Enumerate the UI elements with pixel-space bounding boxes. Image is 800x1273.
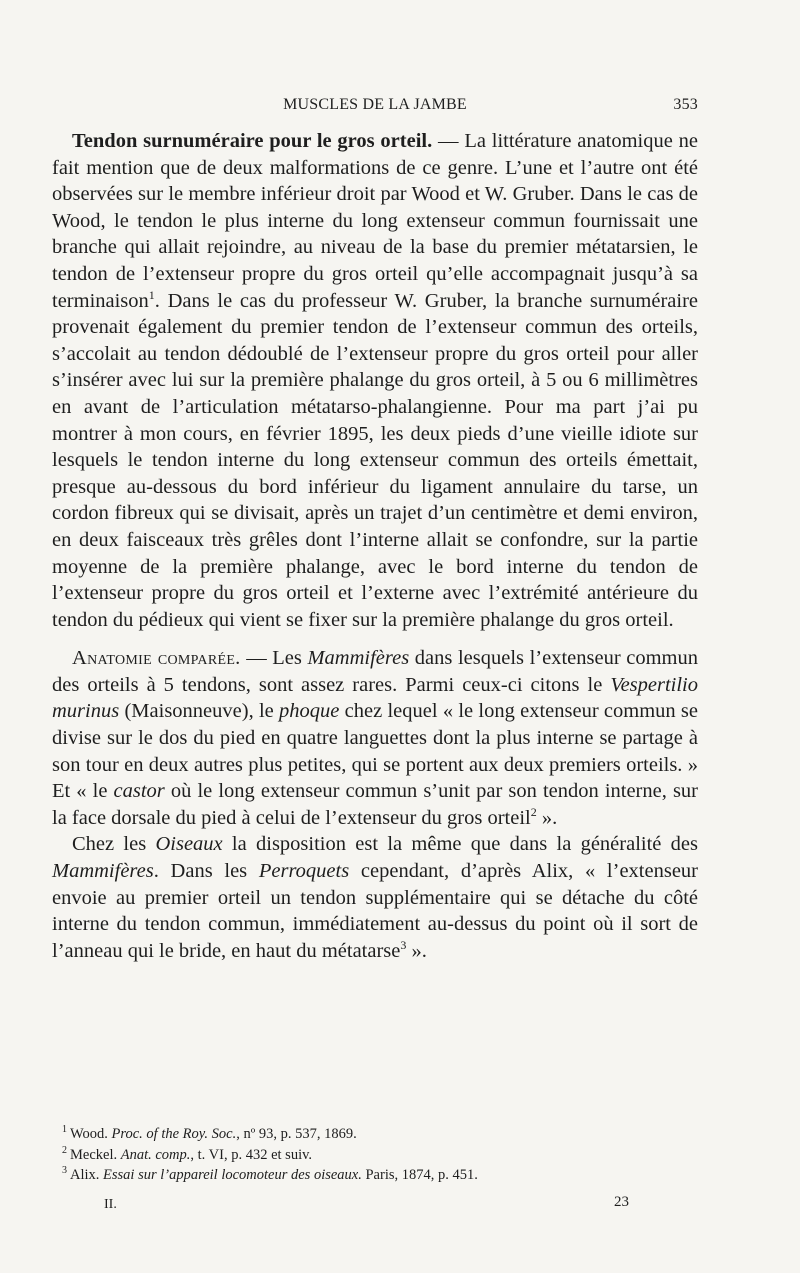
footnote-author: Meckel. [70, 1146, 121, 1163]
text-run: Chez les [72, 833, 156, 856]
text-run: la disposition est la même que dans la généralité des [222, 833, 698, 856]
footnote-ref-1: 1 [148, 287, 155, 302]
footnote-ref-3: 3 [400, 937, 407, 952]
paragraph-anatomie-comparee [52, 645, 698, 831]
running-head [52, 96, 698, 120]
footnote-author: Wood. [70, 1126, 112, 1142]
page-number: 353 [673, 96, 698, 113]
text-run: (Maisonneuve), le [119, 700, 280, 723]
footnotes [52, 1124, 698, 1186]
text-run: — Les [240, 647, 308, 670]
italic-term: Oiseaux [155, 833, 223, 856]
footnote-title: Proc. of the Roy. Soc. [111, 1126, 237, 1142]
footnote-1 [52, 1124, 698, 1145]
text-run: ». [406, 939, 427, 962]
footnote-mark: 3 [62, 1165, 67, 1177]
footnote-title: Essai sur l’appareil locomoteur des oiseaux. [103, 1167, 362, 1183]
paragraph-lead-tendon: Tendon surnuméraire pour le gros orteil. [72, 130, 433, 152]
text-run: ». [536, 806, 558, 829]
italic-term: castor [113, 780, 165, 803]
footnote-detail: , t. VI, p. 432 et suiv. [190, 1146, 313, 1163]
paragraph-lead-anatomie: Anatomie comparée. [72, 647, 241, 670]
footnote-mark: 2 [62, 1144, 67, 1156]
italic-term: Mammifères [52, 860, 154, 883]
text-run: où le long extenseur commun s’unit par son tendon interne, sur la face dorsale du pied à celui de l’extenseur du gros orteil [52, 780, 699, 829]
italic-term: Mammifères [307, 647, 410, 670]
paragraph-tendon [52, 128, 698, 633]
paragraph-text: — La littérature anatomique ne fait mention que de deux malformations de ce genre. L’une et l’autre ont été observées sur le membre inférieur droit par Wood et W. Gruber. Dans le cas de Wood, le tendon le plus interne du long extenseur commun fournissait une branche qui allait rejoindre, au niveau de la base du premier métatarsien, le tendon de l’extenseur propre du gros orteil qu’elle accompagnait jusqu’à sa terminaison [52, 130, 698, 312]
footnote-2 [52, 1145, 698, 1166]
footnote-mark: 1 [62, 1124, 67, 1136]
footnote-detail: Paris, 1874, p. 451. [361, 1167, 478, 1183]
footnote-3 [52, 1165, 698, 1186]
text-run: cependant, d’après Alix, « l’extenseur envoie au premier orteil un tendon supplémentaire qui se détache du côté interne du tendon commun, immédiatement au-dessus du point où il sort de l’anneau qui le bride, en haut du métatarse [52, 860, 698, 962]
footnote-author: Alix. [70, 1167, 104, 1183]
text-run: chez lequel « le long extenseur commun se divise sur le dos du pied en quatre languettes dont la plus interne se partage à son tour en deux autres plus petites, qui se portent aux deux premiers orteils. » Et « le [52, 700, 698, 803]
footnote-ref-2: 2 [530, 805, 537, 820]
running-title: MUSCLES DE LA JAMBE [283, 96, 467, 113]
paragraph-oiseaux [52, 831, 698, 964]
italic-term: phoque [279, 700, 340, 723]
text-run: dans lesquels l’extenseur commun des orteils à 5 tendons, sont assez rares. Parmi ceux-ci citons le [52, 647, 698, 696]
body-text [52, 128, 698, 964]
text-run: . Dans les [153, 860, 259, 883]
footnote-detail: , nº 93, p. 537, 1869. [236, 1126, 357, 1142]
signature-mark: II. [104, 1197, 117, 1212]
sheet-number: 23 [614, 1194, 629, 1210]
italic-term: Vespertilio murinus [52, 673, 698, 723]
paragraph-text: . Dans le cas du professeur W. Gruber, la branche surnuméraire provenait également du premier tendon de l’extenseur commun des orteils, s’accolait au tendon dédoublé de l’extenseur propre du gros orteil pour aller s’insérer avec lui sur la première phalange du gros orteil, à 5 ou 6 millimètres en avant de l’articulation métatarso-phalangienne. Pour ma part j’ai pu montrer à mon cours, en février 1895, les deux pieds d’une vieille idiote sur lesquels le tendon interne du long extenseur commun des orteils émettait, presque au-dessous du bord inférieur du ligament annulaire du tarse, un cordon fibreux qui se divisait, après un trajet d’un centimètre et demi environ, en deux faisceaux très grêles dont l’interne allait se confondre, sur la partie moyenne de la première phalange, avec le bord interne du tendon de l’extenseur propre du gros orteil et l’externe avec l’extrémité antérieure du tendon du pédieux qui vient se fixer sur la première phalange du gros orteil. [52, 289, 698, 631]
italic-term: Perroquets [258, 860, 350, 883]
footnote-title: Anat. comp. [120, 1146, 191, 1163]
